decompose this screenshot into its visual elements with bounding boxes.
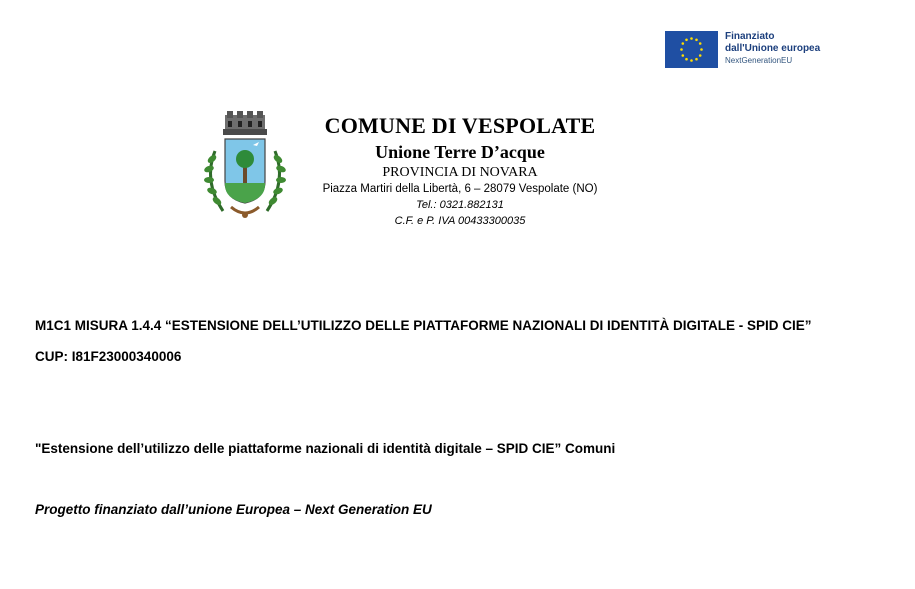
eu-badge-line3: NextGenerationEU — [725, 56, 793, 65]
union-name: Unione Terre D’acque — [375, 142, 545, 162]
eu-badge-line1: Finanziato — [725, 31, 775, 42]
municipality-address: Piazza Martiri della Libertà, 6 – 28079 Vespolate (NO) — [322, 183, 598, 195]
cup-code: CUP: I81F23000340006 — [35, 349, 182, 364]
municipality-header — [300, 113, 620, 229]
municipality-title: COMUNE DI VESPOLATE — [324, 113, 596, 138]
measure-title: M1C1 MISURA 1.4.4 “ESTENSIONE DELL’UTILIZZO DELLE PIATTAFORME NAZIONALI DI IDENTITÀ DIGITALE - SPID CIE” — [35, 318, 812, 333]
eu-badge-text — [725, 31, 820, 67]
funding-statement: Progetto finanziato dall’unione Europea – Next Generation EU — [35, 502, 432, 517]
eu-badge-line2: dall'Unione europea — [725, 43, 821, 54]
eu-flag-icon — [665, 31, 718, 68]
eu-funding-badge — [665, 31, 820, 68]
province-name: PROVINCIA DI NOVARA — [382, 165, 538, 180]
project-description: "Estensione dell’utilizzo delle piattaforme nazionali di identità digitale – SPID CIE” Comuni — [35, 441, 616, 456]
coat-of-arms-icon — [201, 111, 289, 225]
municipality-tax-id: C.F. e P. IVA 00433300035 — [394, 215, 526, 227]
municipality-phone: Tel.: 0321.882131 — [416, 199, 504, 211]
